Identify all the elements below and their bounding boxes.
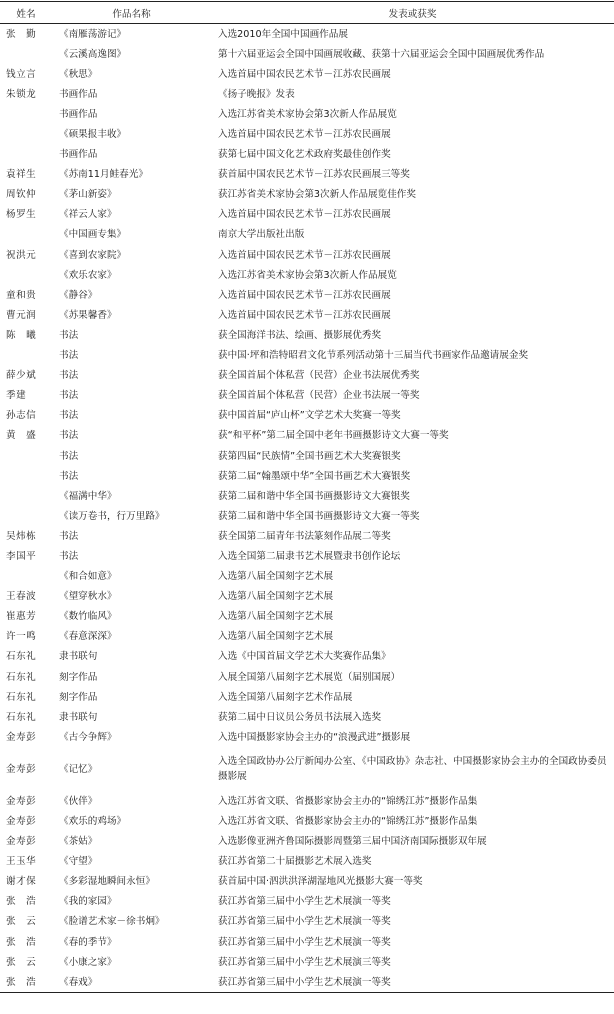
name-cell [0,567,52,587]
table-row [0,386,614,406]
table-row [0,466,614,486]
name-cell [0,506,52,526]
name-cell: 谢才保 [6,876,37,888]
name-cell [0,44,52,64]
work-cell: 《伙伴》 [59,795,98,807]
name-cell: 张 浩 [6,896,37,908]
work-cell: 书法 [59,329,79,341]
note-cell: 获第七届中国文化艺术政府奖最佳创作奖 [218,149,391,161]
name-cell: 周钦仲 [6,189,37,201]
table-row [0,587,614,607]
table-row [0,647,614,667]
name-cell [0,225,52,245]
table-row [0,366,614,386]
note-cell: 获“和平杯”第二届全国中老年书画摄影诗文大赛一等奖 [218,430,449,442]
name-cell [0,446,52,466]
table-row [0,747,614,791]
work-cell: 《望穿秋水》 [59,591,117,603]
name-cell [0,486,52,506]
note-cell: 入选第八届全国刻字艺术展 [218,591,334,603]
work-cell: 《静谷》 [59,289,98,301]
note-cell: 入选首届中国农民艺术节－江苏农民画展 [218,289,391,301]
name-cell: 童和贵 [6,289,37,301]
work-cell: 书法 [59,430,79,442]
work-cell: 书画作品 [59,88,98,100]
work-cell: 《和合如意》 [59,571,117,583]
note-cell: 获江苏省第二十届摄影艺术展入选奖 [218,856,372,868]
note-cell: 入选2010年全国中国画作品展 [218,28,348,40]
table-row [0,165,614,185]
table-row [0,64,614,84]
note-cell: 入选首届中国农民艺术节－江苏农民画展 [218,129,391,141]
table-row [0,406,614,426]
work-cell: 《硕果报丰收》 [59,129,127,141]
note-cell: 入选《中国首届文学艺术大奖赛作品集》 [218,651,391,663]
work-cell: 书法 [59,470,79,482]
name-cell: 钱立言 [6,68,37,80]
note-cell: 获江苏省第三届中小学生艺术展演一等奖 [218,896,391,908]
table-row [0,811,614,831]
work-cell: 《欢乐农家》 [59,269,117,281]
name-cell: 袁祥生 [6,169,37,181]
table-row [0,346,614,366]
work-cell: 书法 [59,350,79,362]
work-cell: 《读万卷书，行万里路》 [59,510,165,522]
work-cell: 刻字作品 [59,691,98,703]
table-row [0,791,614,811]
note-cell: 获第四届“民族情”全国书画艺术大奖赛银奖 [218,450,401,462]
note-cell: 获首届中国农民艺术节－江苏农民画展三等奖 [218,169,410,181]
name-cell: 王春波 [6,591,37,603]
table-row [0,607,614,627]
name-cell: 张 浩 [6,936,37,948]
table-row [0,852,614,872]
note-cell: 入选第八届全国刻字艺术展 [218,611,334,623]
table-row [0,546,614,566]
table-row [0,707,614,727]
name-cell [0,124,52,144]
work-cell: 《茶姑》 [59,836,98,848]
table-row [0,727,614,747]
work-cell: 书法 [59,390,79,402]
work-cell: 《守望》 [59,856,98,868]
awards-table [0,1,614,993]
table-header-row [0,2,614,24]
name-cell: 朱锁龙 [6,88,37,100]
work-cell: 《古今争辉》 [59,731,117,743]
table-row [0,225,614,245]
table-row [0,872,614,892]
table-row [0,952,614,972]
work-cell: 《数竹临风》 [59,611,117,623]
name-cell: 祝洪元 [6,249,37,261]
note-cell: 获全国海洋书法、绘画、摄影展优秀奖 [218,329,382,341]
table-row [0,972,614,993]
name-cell: 金寿彭 [6,763,37,775]
note-cell: 入选全国政协办公厅新闻办公室、《中国政协》杂志社、中国摄影家协会主办的全国政协委员摄影展 [218,756,607,783]
note-cell: 获中国·坪和浩特昭君文化节系列活动第十三届当代书画家作品邀请展金奖 [218,350,529,362]
table-row [0,24,614,45]
table-row [0,145,614,165]
name-cell: 张 浩 [0,972,52,993]
table-row [0,104,614,124]
note-cell: 获江苏省第三届中小学生艺术展演一等奖 [218,916,391,928]
work-cell: 《脸谱艺术家－徐书炯》 [59,916,165,928]
name-cell: 李国平 [6,550,37,562]
table-row [0,265,614,285]
note-cell: 入选江苏省美术家协会第3次新人作品展览 [218,108,397,120]
table-row [0,305,614,325]
work-cell: 隶书联句 [59,651,98,663]
work-cell: 书法 [59,530,79,542]
note-cell: 获首届中国·泗洪洪泽湖湿地风光摄影大赛一等奖 [218,876,423,888]
table-row [0,446,614,466]
note-cell: 获江苏省美术家协会第3次新人作品展览佳作奖 [218,189,416,201]
name-cell: 石东礼 [6,691,37,703]
name-cell: 陈 曦 [6,329,37,341]
name-cell: 石东礼 [6,671,37,683]
name-cell: 黄 盛 [6,430,37,442]
name-cell [0,265,52,285]
note-cell: 入选中国摄影家协会主办的“浪漫武进”摄影展 [218,731,411,743]
name-cell: 崔惠芳 [6,611,37,623]
name-cell [0,145,52,165]
work-cell: 《小康之家》 [59,956,117,968]
note-cell: 获全国首届个体私营（民营）企业书法展优秀奖 [218,370,420,382]
name-cell: 杨罗生 [6,209,37,221]
work-cell: 隶书联句 [59,711,98,723]
name-cell: 金寿彭 [6,795,37,807]
name-cell: 许一鸣 [6,631,37,643]
note-cell: 获第二届和谐中华全国书画摄影诗文大赛一等奖 [218,510,420,522]
table-row [0,567,614,587]
note-cell: 获第二届和谐中华全国书画摄影诗文大赛银奖 [218,490,410,502]
note-cell: 入选江苏省文联、省摄影家协会主办的“锦绣江苏”摄影作品集 [218,816,478,828]
note-cell: 入展全国第八届刻字艺术展览（届别国展） [218,671,401,683]
work-cell: 《苏南11月鲑春光》 [59,169,148,181]
table-row [0,245,614,265]
name-cell: 石东礼 [6,651,37,663]
table-row [0,832,614,852]
note-cell: 入选首届中国农民艺术节－江苏农民画展 [218,309,391,321]
column-header-work: 作品名称 [52,2,211,24]
table-row [0,84,614,104]
note-cell: 获全国第二届青年书法篆刻作品展二等奖 [218,530,391,542]
table-row [0,426,614,446]
name-cell: 石东礼 [6,711,37,723]
note-cell: 获第二届中日议员公务员书法展入选奖 [218,711,382,723]
note-cell: 入选江苏省美术家协会第3次新人作品展览 [218,269,397,281]
work-cell: 《茅山新姿》 [59,189,117,201]
column-header-note: 发表或获奖 [211,2,614,24]
note-cell: 获江苏省第三届中小学生艺术展演三等奖 [218,956,391,968]
note-cell: 入选第八届全国刻字艺术展 [218,571,334,583]
table-row [0,892,614,912]
table-row [0,205,614,225]
note-cell: 第十六届亚运会全国中国画展收藏、获第十六届亚运会全国中国画展优秀作品 [218,48,545,60]
work-cell: 书法 [59,370,79,382]
table-row [0,932,614,952]
note-cell: 获第二届“翰墨颂中华”全国书画艺术大赛银奖 [218,470,411,482]
name-cell: 季建 [6,390,27,402]
note-cell: 获江苏省第三届中小学生艺术展演一等奖 [218,936,391,948]
note-cell: 入选江苏省文联、省摄影家协会主办的“锦绣江苏”摄影作品集 [218,795,478,807]
note-cell: 获江苏省第三届中小学生艺术展演一等奖 [211,972,614,993]
table-row [0,285,614,305]
note-cell: 获全国首届个体私营（民营）企业书法展一等奖 [218,390,420,402]
table-body [0,24,614,993]
work-cell: 《欢乐的鸡场》 [59,816,127,828]
name-cell: 孙志信 [6,410,37,422]
table-row [0,667,614,687]
work-cell: 《祥云人家》 [59,209,117,221]
note-cell: 入选首届中国农民艺术节－江苏农民画展 [218,68,391,80]
name-cell [0,346,52,366]
name-cell: 张 云 [6,916,37,928]
note-cell: 南京大学出版社出版 [218,229,305,241]
name-cell: 张 勤 [6,28,37,40]
table-row [0,506,614,526]
work-cell: 《记忆》 [59,763,98,775]
work-cell: 书法 [59,450,79,462]
table-row [0,687,614,707]
table-row [0,912,614,932]
table-row [0,124,614,144]
note-cell: 《扬子晚报》发表 [218,88,295,100]
table-row [0,325,614,345]
name-cell: 吴炜栋 [6,530,37,542]
name-cell: 曹元润 [6,309,37,321]
work-cell: 《春戏》 [52,972,211,993]
name-cell: 金寿彭 [6,836,37,848]
work-cell: 书画作品 [59,108,98,120]
table-row [0,185,614,205]
note-cell: 入选首届中国农民艺术节－江苏农民画展 [218,249,391,261]
note-cell: 入选全国第八届刻字艺术作品展 [218,691,353,703]
note-cell: 获中国首届“庐山杯”文学艺术大奖赛一等奖 [218,410,401,422]
note-cell: 入选影像亚洲齐鲁国际摄影周暨第三届中国济南国际摄影双年展 [218,836,487,848]
work-cell: 《福满中华》 [59,490,117,502]
table-row [0,526,614,546]
work-cell: 书法 [59,410,79,422]
work-cell: 书画作品 [59,149,98,161]
work-cell: 《中国画专集》 [59,229,127,241]
name-cell: 张 云 [6,956,37,968]
name-cell: 金寿彭 [6,816,37,828]
work-cell: 《喜到农家院》 [59,249,127,261]
work-cell: 《我的家园》 [59,896,117,908]
work-cell: 《春意深深》 [59,631,117,643]
table-row [0,486,614,506]
work-cell: 《秋思》 [59,68,98,80]
work-cell: 《苏果馨香》 [59,309,117,321]
table-row [0,44,614,64]
work-cell: 刻字作品 [59,671,98,683]
work-cell: 《多彩湿地瞬间永恒》 [59,876,155,888]
note-cell: 入选第八届全国刻字艺术展 [218,631,334,643]
work-cell: 《云溪高逸图》 [59,48,127,60]
work-cell: 书法 [59,550,79,562]
name-cell: 金寿彭 [6,731,37,743]
note-cell: 入选首届中国农民艺术节－江苏农民画展 [218,209,391,221]
note-cell: 入选全国第二届隶书艺术展暨隶书创作论坛 [218,550,401,562]
column-header-name: 姓名 [0,2,52,24]
name-cell: 薛少斌 [6,370,37,382]
name-cell [0,466,52,486]
work-cell: 《春的季节》 [59,936,117,948]
work-cell: 《南雁荡游记》 [59,28,127,40]
table-row [0,627,614,647]
name-cell: 王玉华 [6,856,37,868]
name-cell [0,104,52,124]
